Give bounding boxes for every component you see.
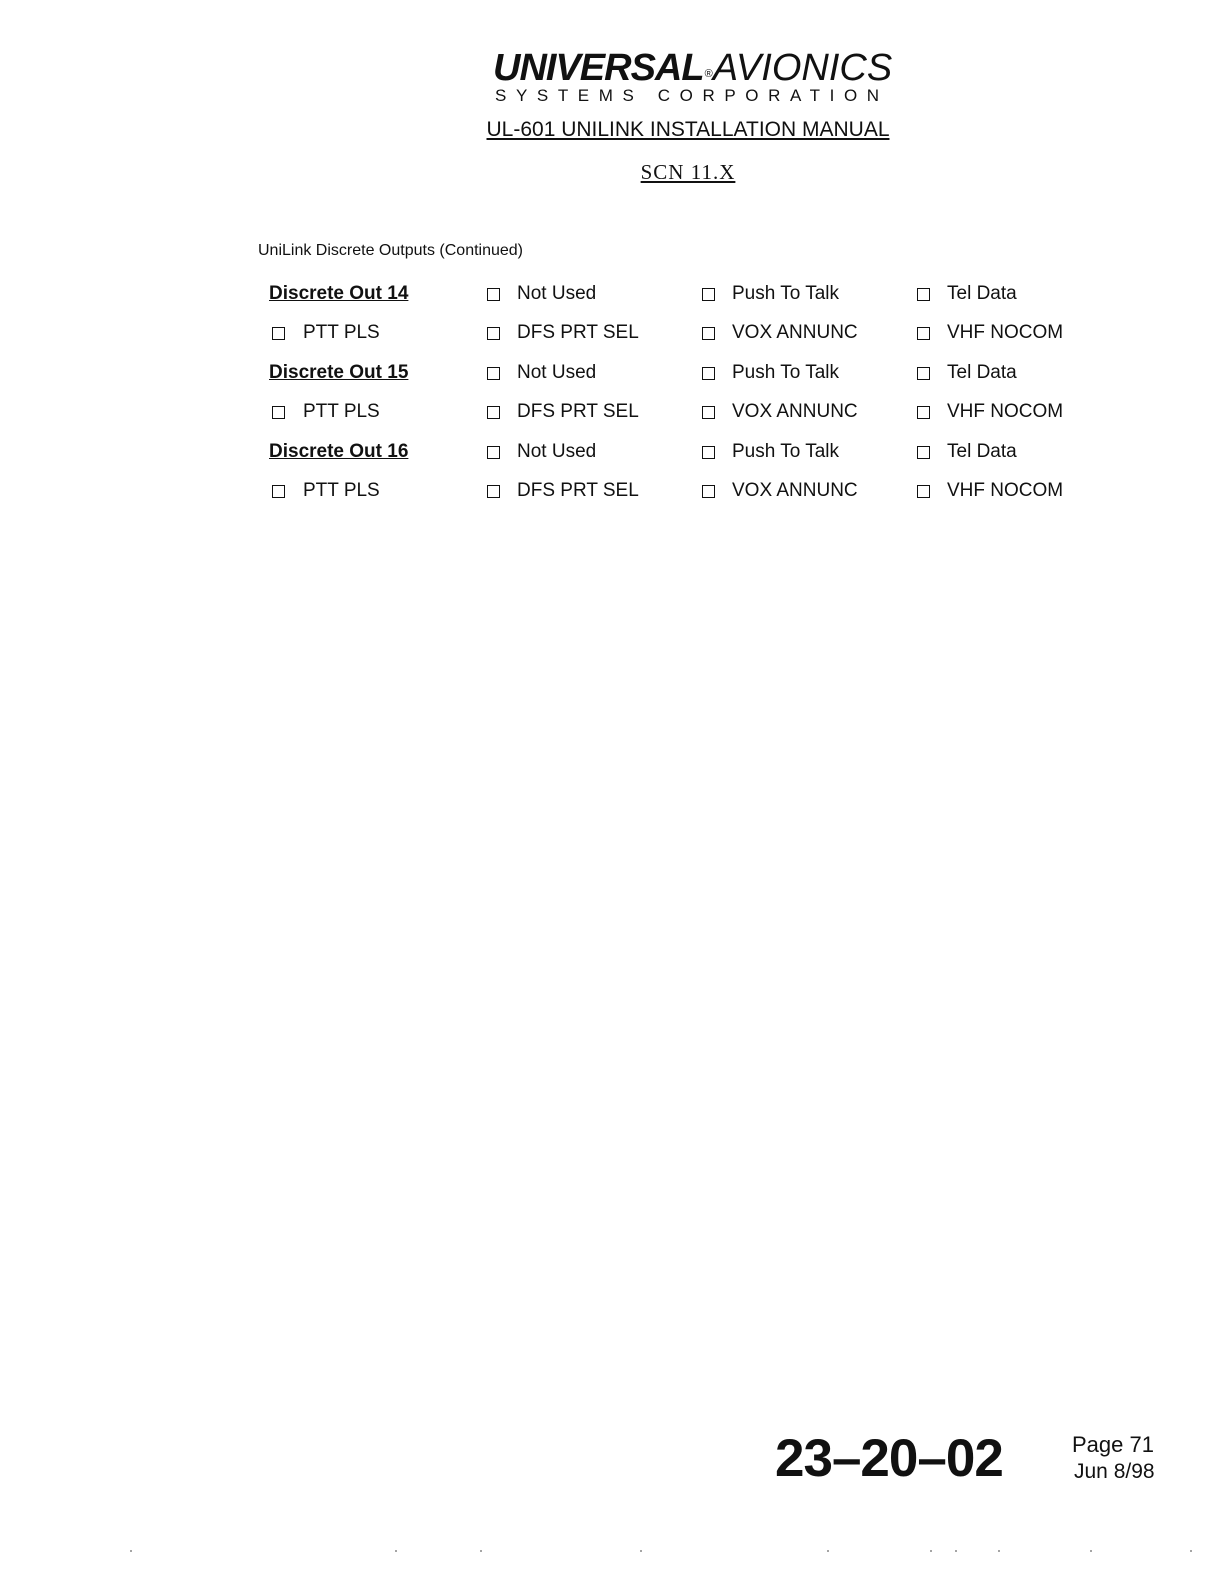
discrete-out-heading: Discrete Out 15	[269, 362, 409, 383]
checkbox-icon[interactable]	[917, 288, 930, 301]
option-label: Not Used	[517, 441, 597, 462]
checkbox-icon[interactable]	[272, 485, 285, 498]
discrete-out-heading: Discrete Out 16	[269, 441, 409, 462]
option-label: VHF NOCOM	[947, 480, 1064, 501]
option-label: VOX ANNUNC	[732, 322, 858, 343]
discrete-out-heading: Discrete Out 14	[269, 283, 409, 304]
checkbox-icon[interactable]	[487, 446, 500, 459]
option-label: VOX ANNUNC	[732, 480, 858, 501]
checkbox-icon[interactable]	[702, 367, 715, 380]
option-label: Tel Data	[947, 362, 1017, 383]
option-checkbox[interactable]	[487, 479, 639, 503]
option-checkbox[interactable]	[917, 282, 1017, 306]
option-checkbox[interactable]	[917, 321, 1063, 345]
option-checkbox[interactable]	[487, 400, 639, 424]
option-checkbox[interactable]	[272, 479, 380, 503]
document-number: 23–20–02	[775, 1429, 1003, 1488]
option-label: PTT PLS	[303, 322, 380, 343]
logo-brand-bold: UNIVERSAL	[493, 47, 704, 89]
option-label: Push To Talk	[732, 362, 840, 383]
option-checkbox[interactable]	[487, 361, 596, 385]
scan-speck	[955, 1550, 957, 1552]
checkbox-icon[interactable]	[272, 327, 285, 340]
option-checkbox[interactable]	[702, 282, 839, 306]
scn-label: SCN 11.X	[640, 160, 736, 184]
option-label: Tel Data	[947, 441, 1017, 462]
page-number: Page 71	[1072, 1432, 1154, 1457]
option-label: PTT PLS	[303, 401, 380, 422]
checkbox-icon[interactable]	[487, 327, 500, 340]
option-label: PTT PLS	[303, 480, 380, 501]
checkbox-icon[interactable]	[917, 446, 930, 459]
manual-title: UL-601 UNILINK INSTALLATION MANUAL	[486, 118, 890, 141]
option-checkbox[interactable]	[917, 479, 1063, 503]
logo-registered-mark: ®	[704, 68, 712, 80]
checkbox-icon[interactable]	[917, 485, 930, 498]
revision-date: Jun 8/98	[1074, 1460, 1155, 1483]
checkbox-icon[interactable]	[487, 367, 500, 380]
option-label: VHF NOCOM	[947, 401, 1064, 422]
logo-subtitle: SYSTEMS CORPORATION	[495, 86, 889, 105]
option-checkbox[interactable]	[487, 282, 596, 306]
checkbox-icon[interactable]	[702, 446, 715, 459]
checkbox-icon[interactable]	[702, 327, 715, 340]
option-label: DFS PRT SEL	[517, 480, 639, 501]
option-checkbox[interactable]	[702, 361, 839, 385]
scan-speck	[130, 1550, 132, 1552]
checkbox-icon[interactable]	[487, 406, 500, 419]
option-checkbox[interactable]	[917, 361, 1017, 385]
checkbox-icon[interactable]	[917, 367, 930, 380]
option-label: VHF NOCOM	[947, 322, 1064, 343]
option-checkbox[interactable]	[702, 400, 858, 424]
checkbox-icon[interactable]	[702, 485, 715, 498]
company-logo	[493, 48, 892, 88]
scan-speck	[998, 1550, 1000, 1552]
checkbox-icon[interactable]	[702, 406, 715, 419]
checkbox-icon[interactable]	[487, 485, 500, 498]
option-checkbox[interactable]	[702, 440, 839, 464]
scan-speck	[1190, 1550, 1192, 1552]
option-label: DFS PRT SEL	[517, 401, 639, 422]
option-checkbox[interactable]	[917, 400, 1063, 424]
scan-speck	[1090, 1550, 1092, 1552]
option-checkbox[interactable]	[487, 321, 639, 345]
checkbox-icon[interactable]	[272, 406, 285, 419]
option-checkbox[interactable]	[272, 400, 380, 424]
option-label: VOX ANNUNC	[732, 401, 858, 422]
scan-speck	[640, 1550, 642, 1552]
logo-brand-light: AVIONICS	[712, 47, 893, 89]
option-checkbox[interactable]	[272, 321, 380, 345]
option-label: Not Used	[517, 362, 597, 383]
scan-speck	[930, 1550, 932, 1552]
scan-speck	[395, 1550, 397, 1552]
section-caption: UniLink Discrete Outputs (Continued)	[258, 242, 524, 259]
option-label: Tel Data	[947, 283, 1017, 304]
scan-speck	[480, 1550, 482, 1552]
checkbox-icon[interactable]	[917, 406, 930, 419]
scan-artifacts	[0, 1548, 1221, 1556]
scan-speck	[827, 1550, 829, 1552]
option-checkbox[interactable]	[702, 321, 858, 345]
option-label: Push To Talk	[732, 441, 840, 462]
checkbox-icon[interactable]	[702, 288, 715, 301]
option-label: Not Used	[517, 283, 597, 304]
checkbox-icon[interactable]	[487, 288, 500, 301]
option-checkbox[interactable]	[702, 479, 858, 503]
option-label: Push To Talk	[732, 283, 840, 304]
option-checkbox[interactable]	[917, 440, 1017, 464]
option-checkbox[interactable]	[487, 440, 596, 464]
option-label: DFS PRT SEL	[517, 322, 639, 343]
checkbox-icon[interactable]	[917, 327, 930, 340]
